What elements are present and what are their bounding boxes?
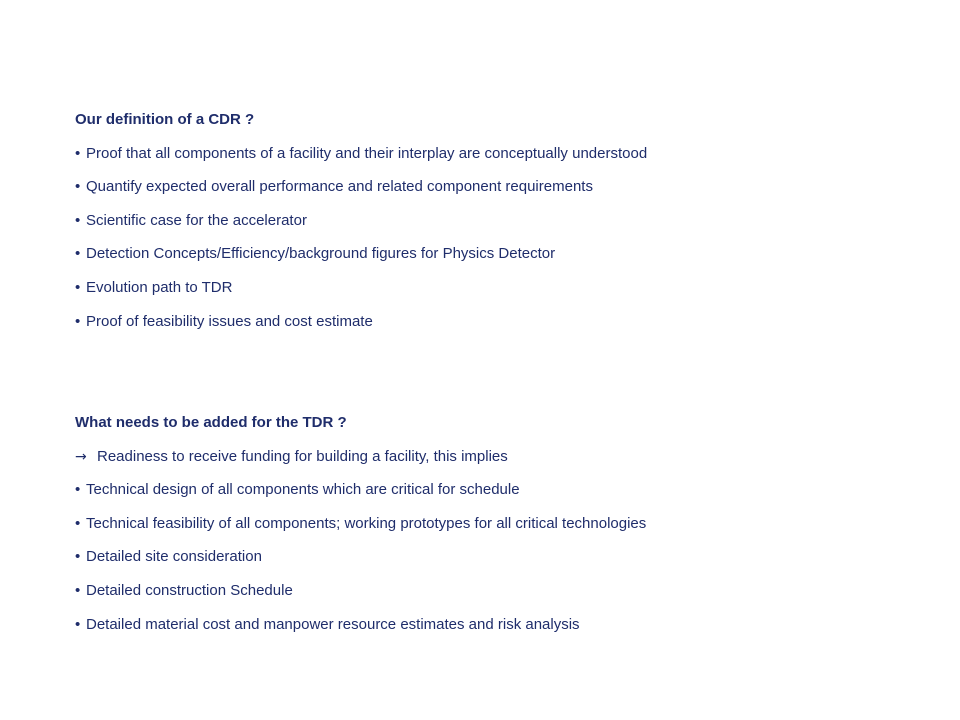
bullet-icon: • [75,581,81,599]
bullet-icon: • [75,245,81,263]
bullet-icon: • [75,312,81,330]
bullet-icon: • [75,211,81,229]
tdr-list-item: • Technical design of all components which are critical for schedule [75,481,520,499]
tdr-section [75,413,935,648]
cdr-list-item: • Proof of feasibility issues and cost estimate [75,312,373,330]
bullet-icon: • [75,615,81,633]
tdr-list-item: • Detailed construction Schedule [75,581,293,599]
tdr-intro: → Readiness to receive funding for building a facility, this implies [75,447,508,465]
cdr-list-item: • Detection Concepts/Efficiency/background figures for Physics Detector [75,245,556,263]
tdr-heading: What needs to be added for the TDR ? [75,414,347,431]
cdr-section [75,110,935,345]
right-arrow-icon: → [75,448,87,465]
cdr-list-item: • Quantify expected overall performance and related component requirements [75,178,593,196]
cdr-list-item: • Scientific case for the accelerator [75,211,307,229]
bullet-icon: • [75,481,81,499]
bullet-icon: • [75,514,81,532]
tdr-list-item: • Detailed material cost and manpower resource estimates and risk analysis [75,615,580,633]
tdr-list-item: • Technical feasibility of all components; working prototypes for all critical technologies [75,514,647,532]
cdr-heading: Our definition of a CDR ? [75,111,255,128]
cdr-list-item: • Evolution path to TDR [75,278,233,296]
bullet-icon: • [75,548,81,566]
cdr-list-item: • Proof that all components of a facility and their interplay are conceptually understood [75,144,648,162]
bullet-icon: • [75,178,81,196]
bullet-icon: • [75,278,81,296]
bullet-icon: • [75,144,81,162]
tdr-list-item: • Detailed site consideration [75,548,262,566]
